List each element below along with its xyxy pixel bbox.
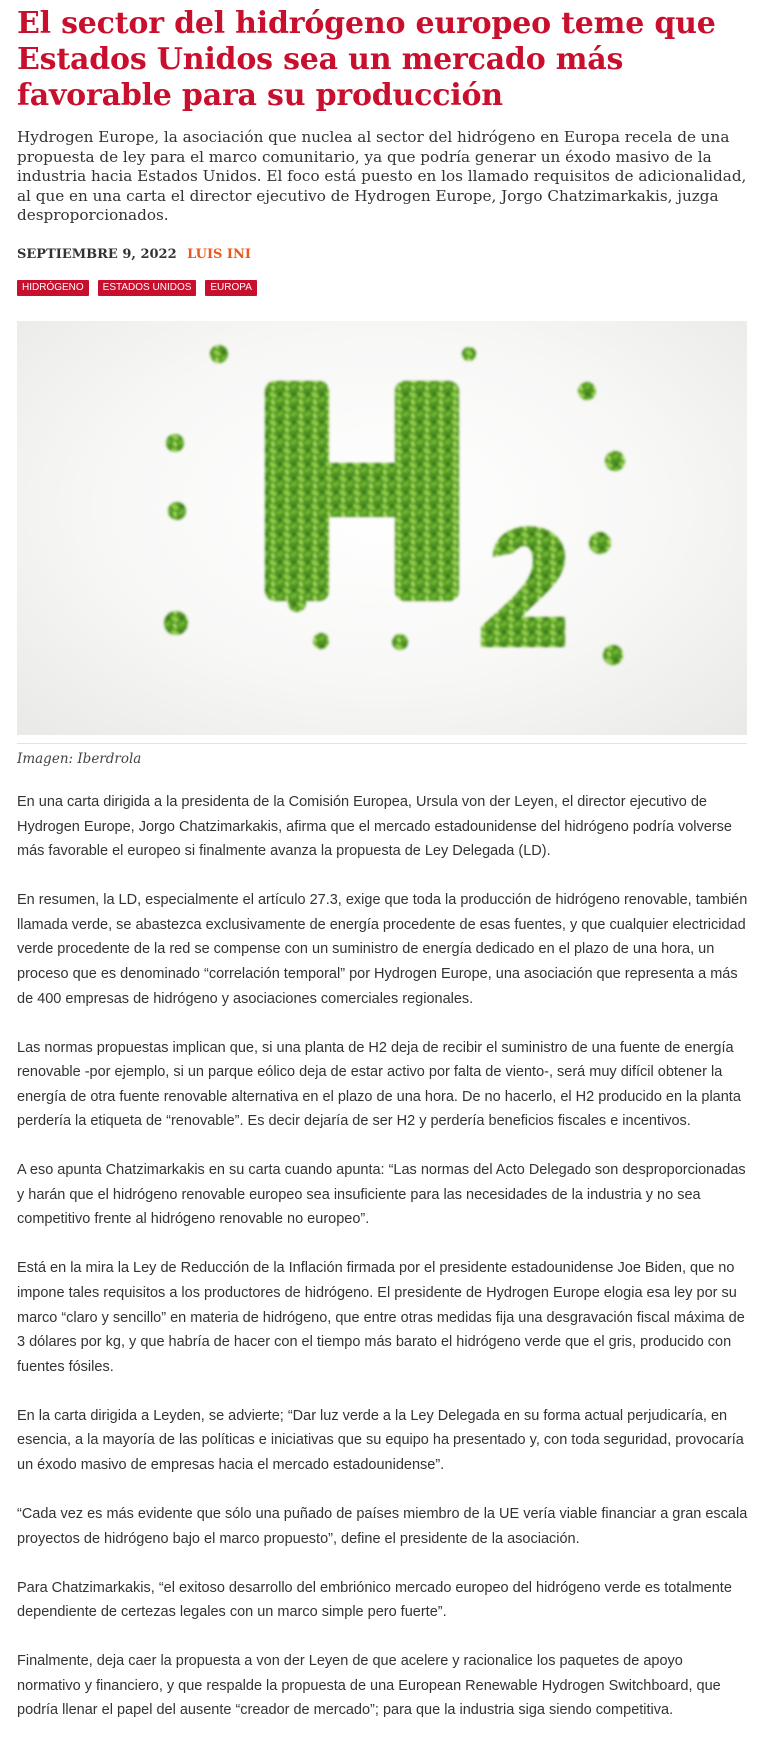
- paragraph: Para Chatzimarkakis, “el exitoso desarrollo del embriónico mercado europeo del hidrógeno verde es totalmente dependiente de certezas legales con un marco simple pero fuerte”.: [17, 1579, 732, 1621]
- caption-divider: [17, 743, 747, 744]
- hero-image: [17, 321, 747, 735]
- digit-two: [481, 526, 565, 647]
- paragraph: Está en la mira la Ley de Reducción de la Inflación firmada por el presidente estadounidense Joe Biden, que no impone tales requisitos a los productores de hidrógeno. El presidente de Hydrogen Europe elogia esa ley por su marco “claro y sencillo” en materia de hidrógeno, que entre otras medidas fija una desgravación fiscal máxima de 3 dólares por kg, y que habría de hacer con el tiempo más barato el hidrógeno verde que el gris, producido con fuentes fósiles.: [17, 1260, 745, 1375]
- paragraph: En la carta dirigida a Leyden, se advierte; “Dar luz verde a la Ley Delegada en su forma actual perjudicaría, en esencia, a la mayoría de las políticas e iniciativas que su equipo ha presentado y, con toda seguridad, provocaría un éxodo masivo de empresas hacia el mercado estadounidense”.: [17, 1407, 744, 1474]
- paragraph: En una carta dirigida a la presidenta de la Comisión Europea, Ursula von der Leyen, el director ejecutivo de Hydrogen Europe, Jorgo Chatzimarkakis, afirma que el mercado estadounidense del hidrógeno podría volverse más favorable el europeo si finalmente avanza la propuesta de Ley Delegada (LD).: [17, 794, 732, 860]
- author-link[interactable]: LUIS INI: [187, 246, 251, 262]
- tag-hidrogeno[interactable]: HIDRÓGENO: [17, 280, 89, 296]
- article-meta: [17, 247, 747, 262]
- article-lead: Hydrogen Europe, la asociación que nuclea al sector del hidrógeno en Europa recela de una propuesta de ley para el marco comunitario, ya que podría generar un éxodo masivo de la industria hacia Estados Unidos. El foco está puesto en los llamado requisitos de adicionalidad, al que en una carta el director ejecutivo de Hydrogen Europe, Jorgo Chatzimarkakis, juzga desproporcionados.: [17, 128, 747, 224]
- letter-h: [265, 381, 459, 601]
- article: [17, 0, 748, 1719]
- tag-estados-unidos[interactable]: ESTADOS UNIDOS: [98, 280, 197, 296]
- h2-leaf-logo-image: [17, 321, 747, 735]
- paragraph: “Cada vez es más evidente que sólo una puñado de países miembro de la UE vería viable financiar a gran escala proyectos de hidrógeno bajo el marco propuesto”, define el presidente de la asociación.: [17, 1506, 748, 1547]
- article-body: [17, 790, 749, 1747]
- paragraph: Las normas propuestas implican que, si una planta de H2 deja de recibir el suministro de una fuente de energía renovable -por ejemplo, si un parque eólico deja de estar activo por falta de viento-, será muy difícil obtener la energía de otra fuente renovable alternativa en el plazo de una hora. De no hacerlo, el H2 producido en la planta perdería la etiqueta de “renovable”. Es decir dejaría de ser H2 y perdería beneficios fiscales e incentivos.: [17, 1039, 741, 1130]
- tag-europa[interactable]: EUROPA: [205, 280, 257, 296]
- image-caption: Imagen: Iberdrola: [17, 751, 142, 767]
- paragraph: A eso apunta Chatzimarkakis en su carta cuando apunta: “Las normas del Acto Delegado son desproporcionadas y harán que el hidrógeno renovable europeo sea insuficiente para las necesidades de la industria y no sea competitivo frente al hidrógeno renovable no europeo”.: [17, 1162, 746, 1228]
- paragraph: Finalmente, deja caer la propuesta a von der Leyen de que acelere y racionalice los paquetes de apoyo normativo y financiero, y que respalde la propuesta de una European Renewable Hydrogen Switchboard, que podría llenar el papel del ausente “creador de mercado”; para que la industria siga siendo competitiva.: [17, 1653, 721, 1719]
- article-date: SEPTIEMBRE 9, 2022: [17, 246, 177, 262]
- tag-list: [17, 280, 747, 296]
- paragraph: En resumen, la LD, especialmente el artículo 27.3, exige que toda la producción de hidrógeno renovable, también llamada verde, se abastezca exclusivamente de energía procedente de esas fuentes, y que cualquier electricidad verde procedente de la red se compense con un suministro de energía dedicado en el plazo de una hora, un proceso que es denominado “correlación temporal” por Hydrogen Europe, una asociación que representa a más de 400 empresas de hidrógeno y asociaciones comerciales regionales.: [17, 892, 748, 1007]
- article-title: El sector del hidrógeno europeo teme que Estados Unidos sea un mercado más favorable para su producción: [17, 6, 716, 113]
